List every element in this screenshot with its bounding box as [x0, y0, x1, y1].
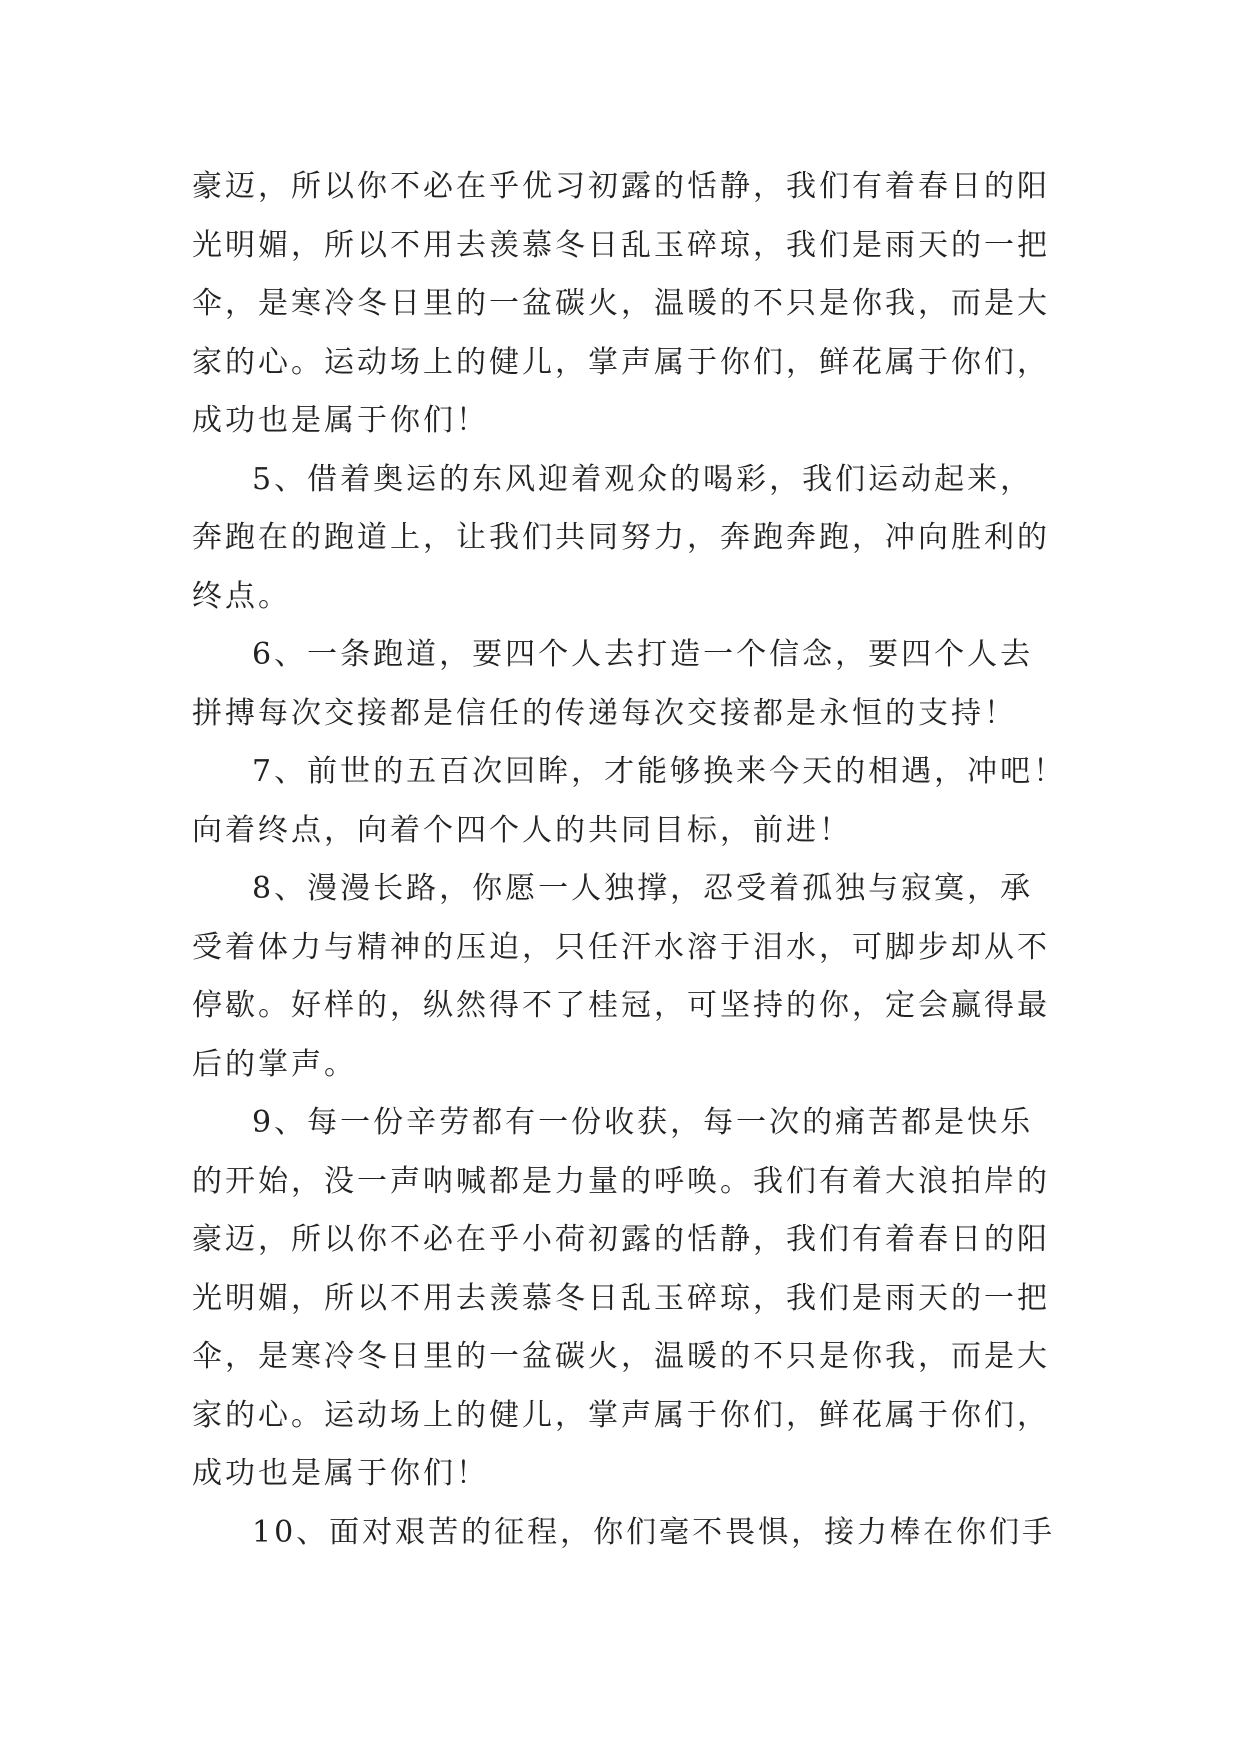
text-line: 6、一条跑道，要四个人去打造一个信念，要四个人去 [252, 637, 1034, 672]
text-line: 奔跑在的跑道上，让我们共同努力，奔跑奔跑，冲向胜利的 [192, 520, 1050, 555]
text-line: 8、漫漫长路，你愿一人独撑，忍受着孤独与寂寞，承 [252, 871, 1034, 906]
text-line: 向着终点，向着个四个人的共同目标，前进！ [192, 812, 852, 848]
text-line: 成功也是属于你们！ [192, 1456, 489, 1491]
paragraph-item-9 [192, 1094, 1062, 1504]
text-line: 9、每一份辛劳都有一份收获，每一次的痛苦都是快乐 [252, 1105, 1034, 1140]
text-line: 豪迈，所以你不必在乎优习初露的恬静，我们有着春日的阳 [192, 169, 1050, 204]
text-line: 光明媚，所以不用去羡慕冬日乱玉碎琼，我们是雨天的一把 [192, 227, 1050, 263]
text-line: 豪迈，所以你不必在乎小荷初露的恬静，我们有着春日的阳 [192, 1222, 1050, 1257]
text-line: 家的心。运动场上的健儿，掌声属于你们，鲜花属于你们， [192, 1397, 1050, 1433]
text-line: 受着体力与精神的压迫，只任汗水溶于泪水，可脚步却从不 [192, 929, 1050, 965]
document-body [192, 158, 1067, 1562]
paragraph-item-7 [192, 743, 1067, 860]
text-line: 5、借着奥运的东风迎着观众的喝彩，我们运动起来， [252, 461, 1034, 497]
text-line: 光明媚，所以不用去羡慕冬日乱玉碎琼，我们是雨天的一把 [192, 1280, 1050, 1316]
text-line: 7、前世的五百次回眸，才能够换来今天的相遇，冲吧！ [252, 754, 1067, 789]
text-line: 伞，是寒冷冬日里的一盆碳火，温暖的不只是你我，而是大 [192, 1339, 1050, 1374]
text-line: 后的掌声。 [192, 1046, 357, 1082]
paragraph-item-6 [192, 626, 1062, 743]
text-line: 10、面对艰苦的征程，你们毫不畏惧，接力棒在你们手 [252, 1514, 1056, 1550]
paragraph-item-8 [192, 860, 1062, 1094]
paragraph-continuation [192, 158, 1062, 451]
text-line: 家的心。运动场上的健儿，掌声属于你们，鲜花属于你们， [192, 344, 1050, 380]
paragraph-item-10 [192, 1504, 1062, 1563]
text-line: 成功也是属于你们！ [192, 403, 489, 438]
text-line: 伞，是寒冷冬日里的一盆碳火，温暖的不只是你我，而是大 [192, 286, 1050, 321]
text-line: 的开始，没一声呐喊都是力量的呼唤。我们有着大浪拍岸的 [192, 1163, 1050, 1199]
text-line: 停歇。好样的，纵然得不了桂冠，可坚持的你，定会赢得最 [192, 988, 1050, 1023]
paragraph-item-5 [192, 451, 1062, 627]
text-line: 终点。 [192, 578, 291, 614]
text-line: 拼搏每次交接都是信任的传递每次交接都是永恒的支持！ [192, 695, 1017, 731]
